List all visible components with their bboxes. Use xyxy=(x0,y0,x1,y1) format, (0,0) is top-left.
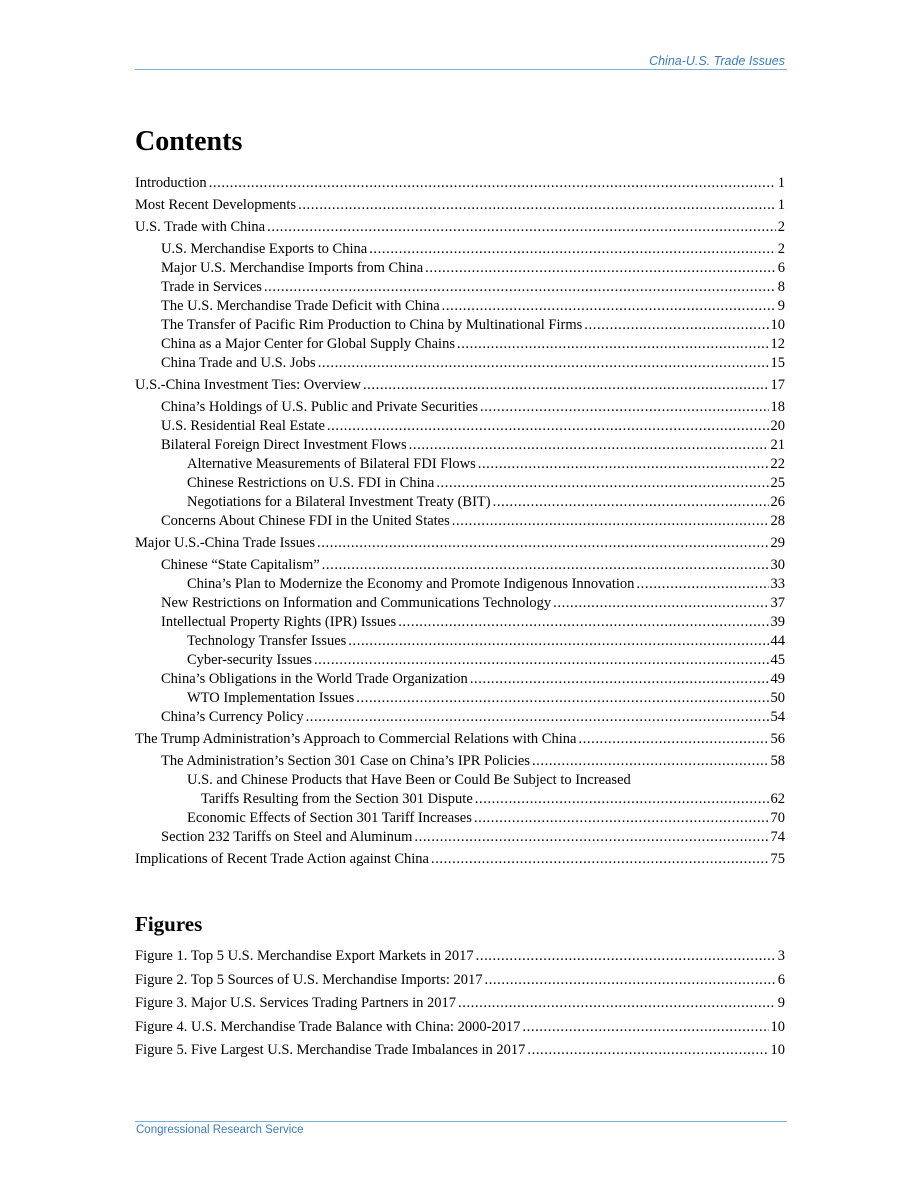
toc-entry[interactable]: New Restrictions on Information and Communications Technology ..... 37 xyxy=(135,594,785,613)
toc-entry[interactable]: China’s Obligations in the World Trade Organization ..... 49 xyxy=(135,670,785,689)
toc-entry[interactable]: U.S. Residential Real Estate ..... 20 xyxy=(135,417,785,436)
figure-entry[interactable]: Figure 1. Top 5 U.S. Merchandise Export Markets in 2017 ..... 3 xyxy=(135,947,785,966)
footer-rule xyxy=(135,1121,787,1122)
toc-entry[interactable]: The Administration’s Section 301 Case on China’s IPR Policies ..... 58 xyxy=(135,752,785,771)
toc-entry[interactable]: Implications of Recent Trade Action against China ..... 75 xyxy=(135,850,785,869)
toc-entry-continuation[interactable]: Tariffs Resulting from the Section 301 Dispute ..... 62 xyxy=(135,790,785,809)
figure-entry[interactable]: Figure 2. Top 5 Sources of U.S. Merchandise Imports: 2017 ..... 6 xyxy=(135,971,785,990)
figures-list xyxy=(135,947,785,1060)
toc-entry[interactable]: Cyber-security Issues ..... 45 xyxy=(135,651,785,670)
toc-entry[interactable]: China’s Plan to Modernize the Economy and Promote Indigenous Innovation ..... 33 xyxy=(135,575,785,594)
footer-org: Congressional Research Service xyxy=(136,1124,304,1136)
toc-entry[interactable]: Section 232 Tariffs on Steel and Aluminum ..... 74 xyxy=(135,828,785,847)
toc-entry[interactable]: Intellectual Property Rights (IPR) Issues ..... 39 xyxy=(135,613,785,632)
contents-list xyxy=(135,174,785,869)
toc-entry[interactable]: Major U.S.-China Trade Issues ..... 29 xyxy=(135,534,785,553)
toc-entry[interactable]: U.S. Merchandise Exports to China ..... 2 xyxy=(135,240,785,259)
figure-entry[interactable]: Figure 3. Major U.S. Services Trading Partners in 2017 ..... 9 xyxy=(135,994,785,1013)
toc-entry[interactable]: China’s Currency Policy ..... 54 xyxy=(135,708,785,727)
toc-entry[interactable]: U.S. Trade with China ..... 2 xyxy=(135,218,785,237)
toc-entry[interactable]: China as a Major Center for Global Supply Chains ..... 12 xyxy=(135,335,785,354)
toc-entry[interactable]: WTO Implementation Issues ..... 50 xyxy=(135,689,785,708)
toc-entry[interactable]: Bilateral Foreign Direct Investment Flows ..... 21 xyxy=(135,436,785,455)
figure-entry[interactable]: Figure 5. Five Largest U.S. Merchandise Trade Imbalances in 2017 ..... 10 xyxy=(135,1041,785,1060)
toc-entry[interactable]: Chinese “State Capitalism” ..... 30 xyxy=(135,556,785,575)
toc-entry[interactable]: The Trump Administration’s Approach to Commercial Relations with China ..... 56 xyxy=(135,730,785,749)
toc-entry[interactable]: China’s Holdings of U.S. Public and Private Securities ..... 18 xyxy=(135,398,785,417)
figure-entry[interactable]: Figure 4. U.S. Merchandise Trade Balance with China: 2000-2017 ..... 10 xyxy=(135,1018,785,1037)
contents-heading: Contents xyxy=(135,126,243,157)
header-rule xyxy=(135,69,787,70)
figures-heading: Figures xyxy=(135,912,203,936)
toc-entry[interactable]: Alternative Measurements of Bilateral FDI Flows ..... 22 xyxy=(135,455,785,474)
toc-entry[interactable]: Trade in Services ..... 8 xyxy=(135,278,785,297)
toc-entry[interactable]: Introduction ..... 1 xyxy=(135,174,785,193)
toc-entry[interactable]: Negotiations for a Bilateral Investment Treaty (BIT) ..... 26 xyxy=(135,493,785,512)
toc-entry[interactable]: The U.S. Merchandise Trade Deficit with China ..... 9 xyxy=(135,297,785,316)
toc-entry[interactable]: Chinese Restrictions on U.S. FDI in China ..... 25 xyxy=(135,474,785,493)
toc-entry-wrapped[interactable]: U.S. and Chinese Products that Have Been or Could Be Subject to Increased xyxy=(187,772,631,788)
toc-entry[interactable]: Economic Effects of Section 301 Tariff Increases ..... 70 xyxy=(135,809,785,828)
toc-entry[interactable]: Most Recent Developments ..... 1 xyxy=(135,196,785,215)
toc-entry[interactable]: Technology Transfer Issues ..... 44 xyxy=(135,632,785,651)
toc-entry[interactable]: China Trade and U.S. Jobs ..... 15 xyxy=(135,354,785,373)
toc-entry[interactable]: Concerns About Chinese FDI in the United States ..... 28 xyxy=(135,512,785,531)
toc-entry[interactable]: The Transfer of Pacific Rim Production to China by Multinational Firms ..... 10 xyxy=(135,316,785,335)
running-header: China-U.S. Trade Issues xyxy=(649,54,785,68)
toc-entry[interactable]: Major U.S. Merchandise Imports from China ..... 6 xyxy=(135,259,785,278)
toc-entry[interactable]: U.S.-China Investment Ties: Overview ..... 17 xyxy=(135,376,785,395)
